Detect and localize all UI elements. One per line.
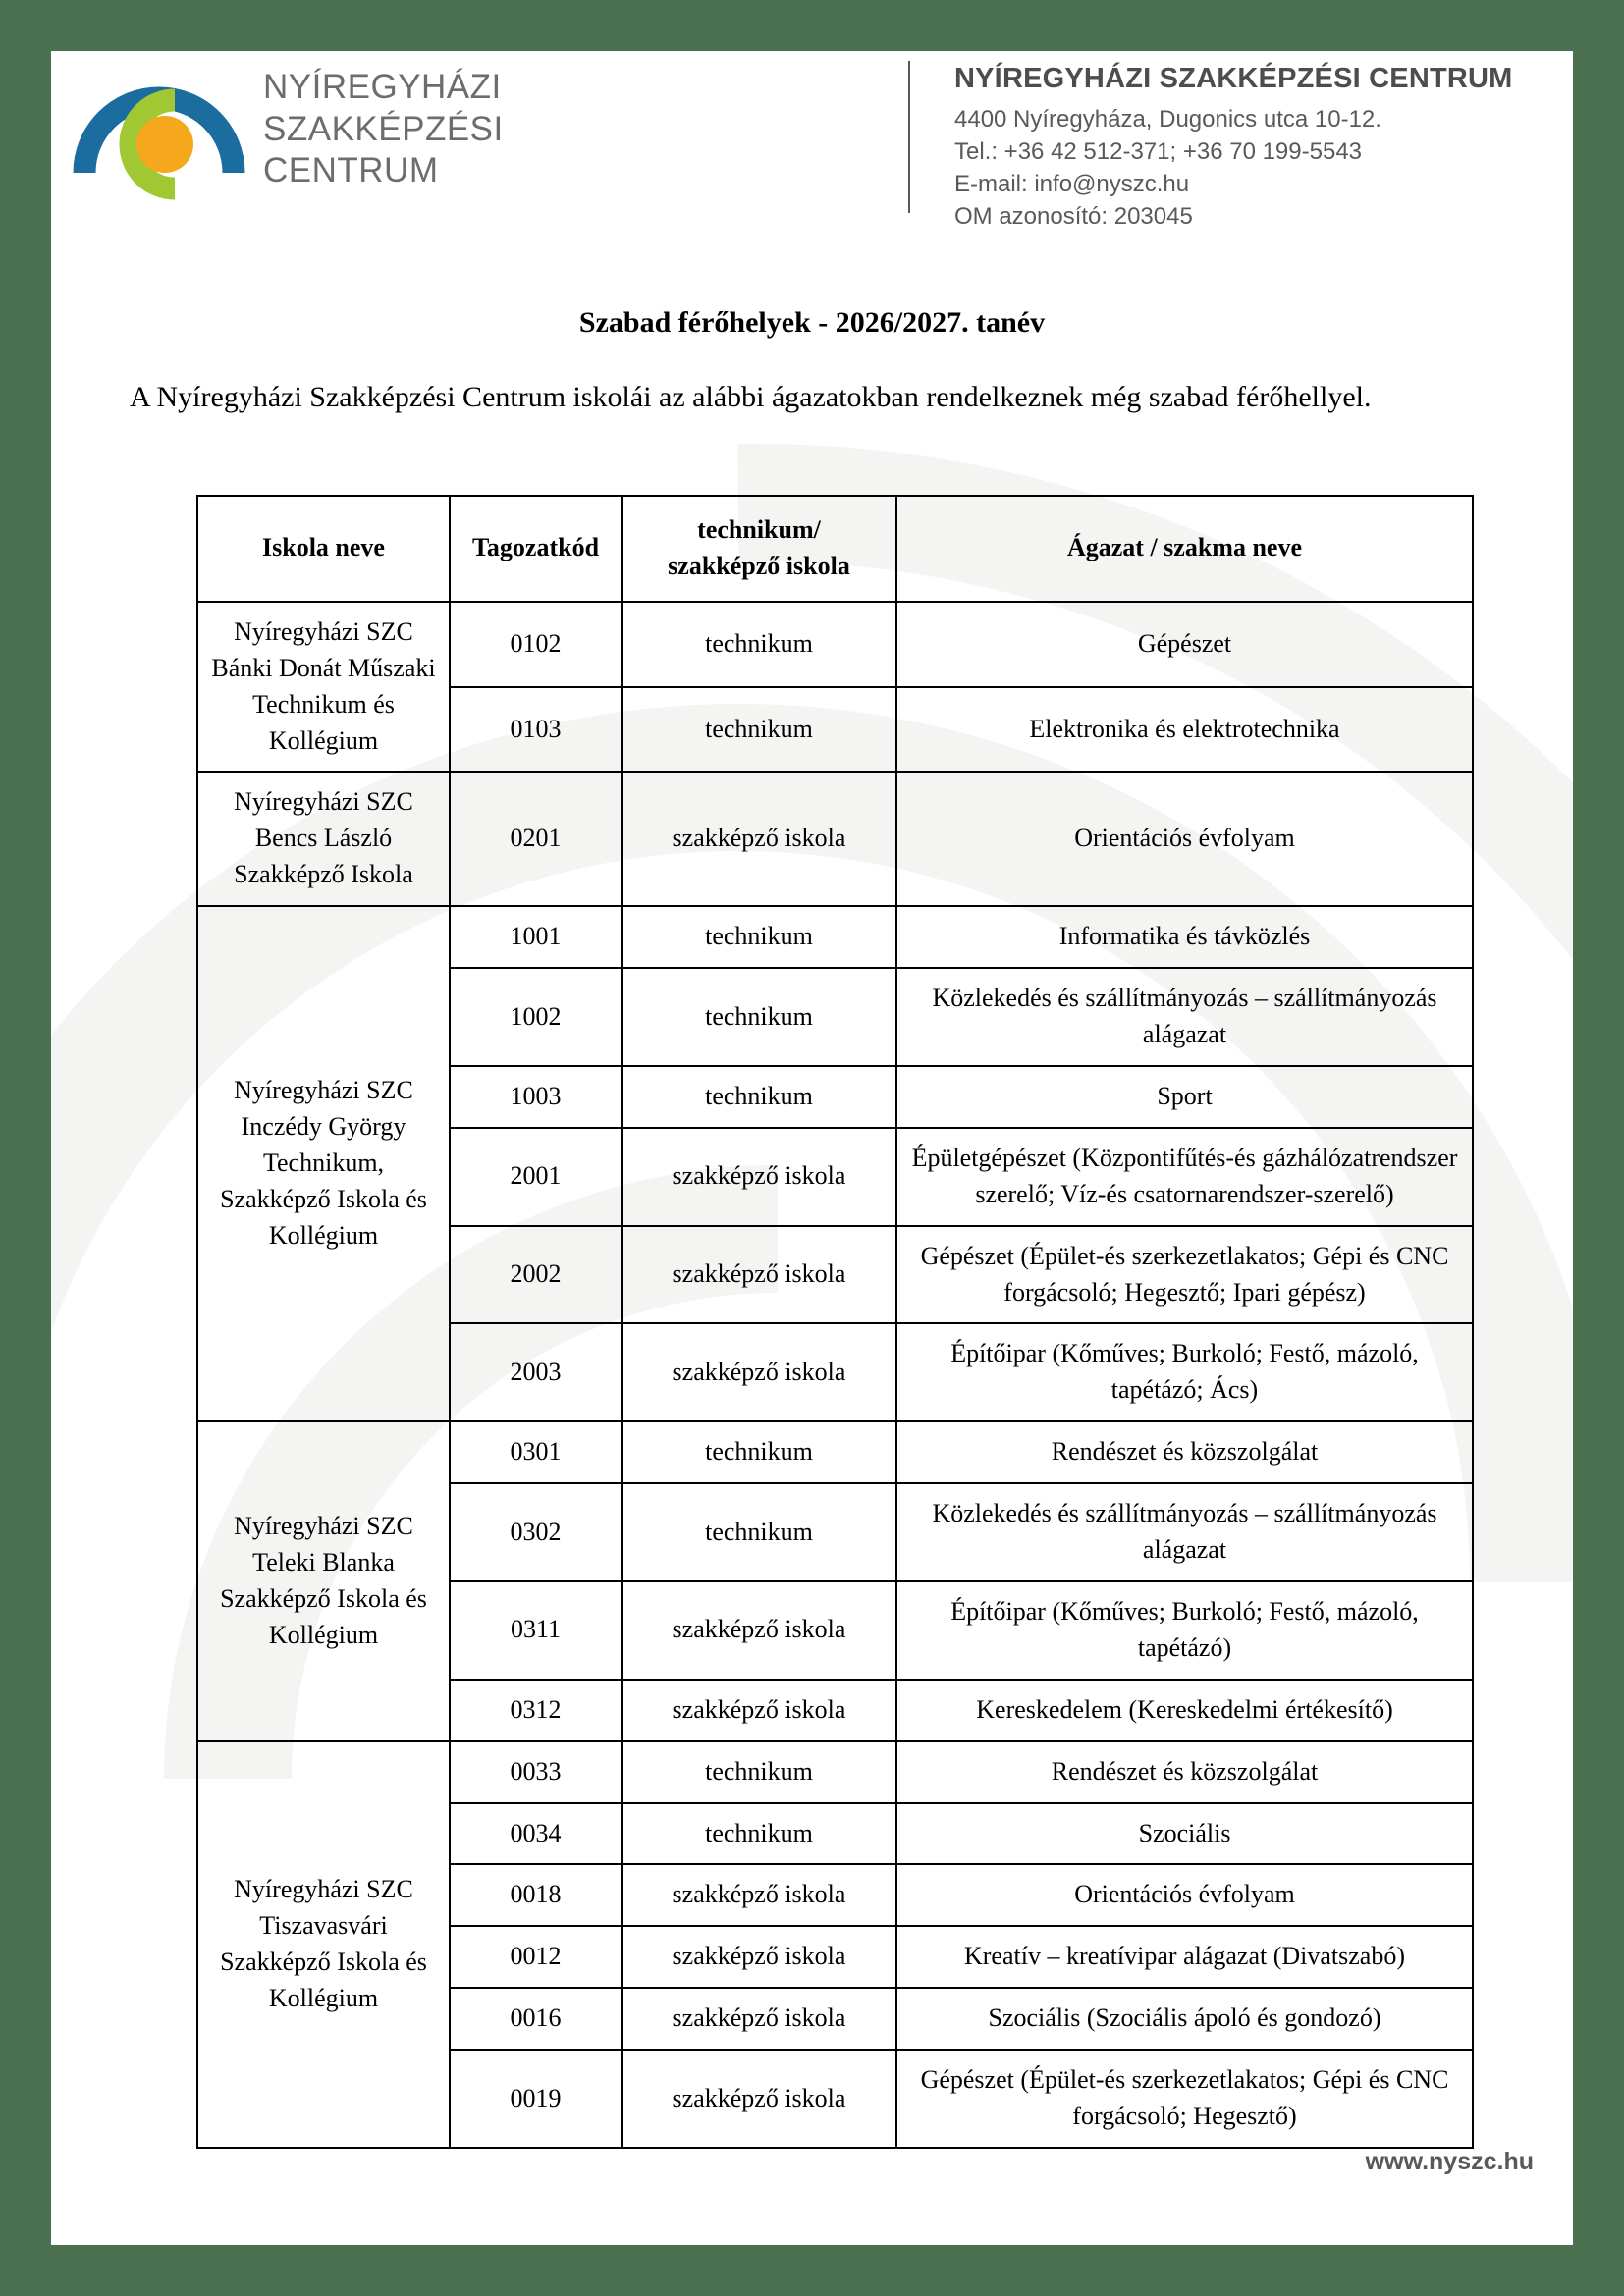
cell-code: 1001 — [450, 906, 622, 968]
cell-code: 0018 — [450, 1864, 622, 1926]
cell-code: 0019 — [450, 2050, 622, 2148]
cell-school-type: technikum — [622, 1741, 896, 1803]
cell-school-type: technikum — [622, 1066, 896, 1128]
phone-line: Tel.: +36 42 512-371; +36 70 199-5543 — [954, 138, 1363, 166]
cell-school-name: Nyíregyházi SZC Tiszavasvári Szakképző Iskola és Kollégium — [197, 1741, 450, 2148]
cell-code: 0103 — [450, 687, 622, 773]
cell-school-type: technikum — [622, 1483, 896, 1581]
cell-field-name: Gépészet — [896, 602, 1473, 687]
cell-school-type: technikum — [622, 1421, 896, 1483]
table-row — [197, 602, 1473, 687]
logo-word-2: SZAKKÉPZÉSI — [263, 109, 504, 148]
cell-field-name: Kreatív – kreatívipar alágazat (Divatszabó) — [896, 1926, 1473, 1988]
cell-school-type: szakképző iskola — [622, 1864, 896, 1926]
page-sheet — [51, 51, 1573, 2245]
cell-code: 2001 — [450, 1128, 622, 1226]
column-header-type-line1: technikum/ — [697, 515, 821, 544]
cell-field-name: Orientációs évfolyam — [896, 1864, 1473, 1926]
cell-school-type: technikum — [622, 1803, 896, 1865]
address-line: 4400 Nyíregyháza, Dugonics utca 10-12. — [954, 106, 1381, 133]
logo-word-3: CENTRUM — [263, 151, 439, 190]
cell-code: 0301 — [450, 1421, 622, 1483]
email-line: E-mail: info@nyszc.hu — [954, 171, 1190, 198]
cell-school-type: technikum — [622, 906, 896, 968]
column-header-school: Iskola neve — [197, 496, 450, 602]
cell-school-type: szakképző iskola — [622, 1988, 896, 2050]
cell-field-name: Kereskedelem (Kereskedelmi értékesítő) — [896, 1680, 1473, 1741]
page-title: Szabad férőhelyek - 2026/2027. tanév — [578, 306, 1046, 339]
cell-code: 0034 — [450, 1803, 622, 1865]
vacancies-table-body — [197, 602, 1473, 2148]
cell-school-name: Nyíregyházi SZC Bánki Donát Műszaki Technikum és Kollégium — [197, 602, 450, 773]
logo-word-1: NYÍREGYHÁZI — [263, 67, 502, 106]
column-header-type — [622, 496, 896, 602]
header-divider — [908, 61, 910, 213]
cell-field-name: Közlekedés és szállítmányozás – szállítmányozás alágazat — [896, 1483, 1473, 1581]
cell-field-name: Informatika és távközlés — [896, 906, 1473, 968]
table-row — [197, 1741, 1473, 1803]
cell-code: 0201 — [450, 772, 622, 906]
cell-field-name: Gépészet (Épület-és szerkezetlakatos; Gépi és CNC forgácsoló; Hegesztő; Ipari gépész) — [896, 1226, 1473, 1324]
cell-field-name: Gépészet (Épület-és szerkezetlakatos; Gépi és CNC forgácsoló; Hegesztő) — [896, 2050, 1473, 2148]
cell-school-type: technikum — [622, 687, 896, 773]
cell-code: 1003 — [450, 1066, 622, 1128]
nyszc-logo-icon — [71, 51, 247, 208]
cell-code: 2002 — [450, 1226, 622, 1324]
organization-name: NYÍREGYHÁZI SZAKKÉPZÉSI CENTRUM — [954, 63, 1513, 94]
cell-field-name: Közlekedés és szállítmányozás – szállítmányozás alágazat — [896, 968, 1473, 1066]
cell-code: 0016 — [450, 1988, 622, 2050]
table-row — [197, 1421, 1473, 1483]
column-header-type-line2: szakképző iskola — [668, 551, 850, 580]
cell-code: 0012 — [450, 1926, 622, 1988]
cell-school-type: szakképző iskola — [622, 1226, 896, 1324]
footer-website-url: www.nyszc.hu — [1365, 2148, 1534, 2175]
cell-field-name: Épületgépészet (Központifűtés-és gázhálózatrendszer szerelő; Víz-és csatornarendszer-szerelő) — [896, 1128, 1473, 1226]
om-id-line: OM azonosító: 203045 — [954, 203, 1193, 231]
cell-code: 2003 — [450, 1323, 622, 1421]
cell-school-name: Nyíregyházi SZC Bencs László Szakképző Iskola — [197, 772, 450, 906]
table-row — [197, 772, 1473, 906]
brand-logo — [71, 51, 504, 208]
cell-school-type: szakképző iskola — [622, 2050, 896, 2148]
column-header-code: Tagozatkód — [450, 496, 622, 602]
cell-field-name: Elektronika és elektrotechnika — [896, 687, 1473, 773]
cell-field-name: Építőipar (Kőműves; Burkoló; Festő, mázoló, tapétázó; Ács) — [896, 1323, 1473, 1421]
cell-field-name: Szociális — [896, 1803, 1473, 1865]
cell-school-type: szakképző iskola — [622, 772, 896, 906]
table-row — [197, 906, 1473, 968]
cell-school-type: szakképző iskola — [622, 1323, 896, 1421]
cell-field-name: Orientációs évfolyam — [896, 772, 1473, 906]
cell-code: 0302 — [450, 1483, 622, 1581]
cell-school-name: Nyíregyházi SZC Teleki Blanka Szakképző Iskola és Kollégium — [197, 1421, 450, 1740]
cell-school-type: szakképző iskola — [622, 1581, 896, 1680]
vacancies-table-container — [196, 495, 1472, 2149]
cell-code: 0312 — [450, 1680, 622, 1741]
cell-field-name: Szociális (Szociális ápoló és gondozó) — [896, 1988, 1473, 2050]
cell-school-type: technikum — [622, 968, 896, 1066]
cell-school-type: szakképző iskola — [622, 1926, 896, 1988]
cell-school-type: technikum — [622, 602, 896, 687]
cell-field-name: Rendészet és közszolgálat — [896, 1741, 1473, 1803]
cell-code: 0033 — [450, 1741, 622, 1803]
cell-school-type: szakképző iskola — [622, 1128, 896, 1226]
cell-code: 0311 — [450, 1581, 622, 1680]
cell-field-name: Építőipar (Kőműves; Burkoló; Festő, mázoló, tapétázó) — [896, 1581, 1473, 1680]
letterhead — [51, 51, 1573, 233]
cell-field-name: Sport — [896, 1066, 1473, 1128]
logo-wordmark — [263, 67, 504, 192]
table-header-row — [197, 496, 1473, 602]
cell-school-name: Nyíregyházi SZC Inczédy György Technikum, Szakképző Iskola és Kollégium — [197, 906, 450, 1421]
cell-code: 0102 — [450, 602, 622, 687]
intro-paragraph: A Nyíregyházi Szakképzési Centrum iskolái az alábbi ágazatokban rendelkeznek még szabad férőhellyel. — [130, 381, 1372, 413]
contact-info — [954, 63, 1513, 233]
column-header-field: Ágazat / szakma neve — [896, 496, 1473, 602]
cell-field-name: Rendészet és közszolgálat — [896, 1421, 1473, 1483]
cell-school-type: szakképző iskola — [622, 1680, 896, 1741]
vacancies-table — [196, 495, 1474, 2149]
cell-code: 1002 — [450, 968, 622, 1066]
